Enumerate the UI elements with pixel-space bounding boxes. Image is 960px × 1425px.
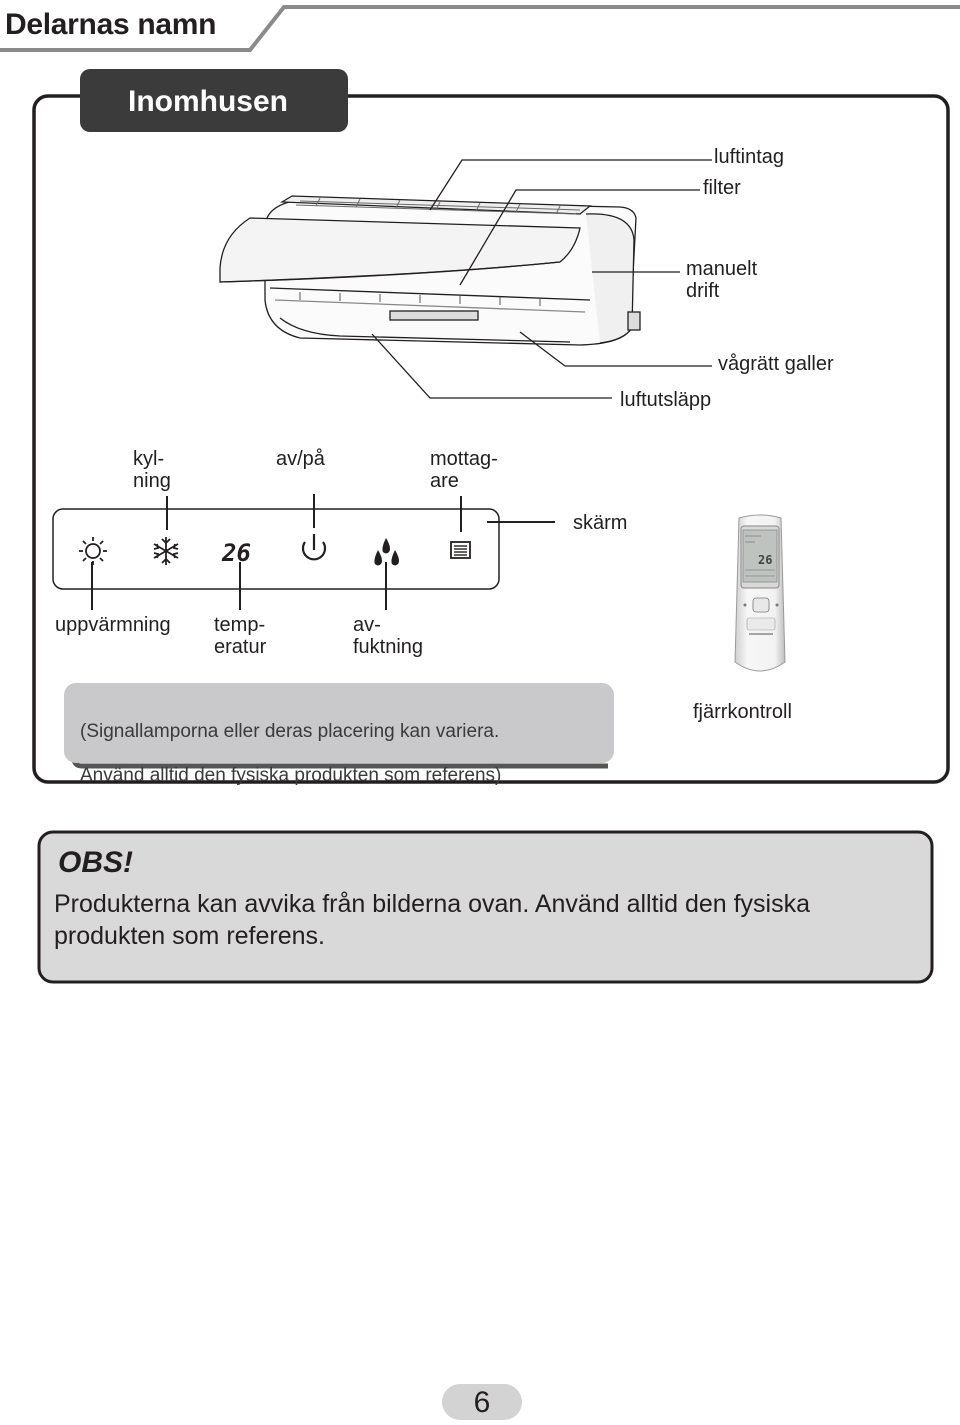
remote-screen-digits: 26 <box>758 553 773 567</box>
label-receiver-line1: mottag- <box>430 448 498 470</box>
label-cooling-line1: kyl- <box>133 448 165 470</box>
label-heating: uppvärmning <box>55 614 171 636</box>
note-line1: (Signallamporna eller deras placering kan variera. <box>80 721 500 742</box>
label-air-intake: luftintag <box>714 146 785 168</box>
label-manual-operation-line2: drift <box>686 280 720 302</box>
note-line2: Använd alltid den fysiska produkten som referens) <box>80 765 502 786</box>
label-cooling <box>133 448 171 492</box>
label-temperature <box>214 614 266 658</box>
obs-text: Produkterna kan avvika från bilderna ovan. Använd alltid den fysiska produkten som referens. <box>54 890 811 950</box>
label-dehumidifying <box>353 614 423 658</box>
label-temperature-line1: temp- <box>214 614 266 636</box>
remote-control-illustration <box>725 512 795 687</box>
note-text <box>80 699 501 809</box>
page-number: 6 <box>442 1384 522 1420</box>
obs-title: OBS! <box>58 846 133 879</box>
label-dehumidifying-line1: av- <box>353 614 381 636</box>
label-air-outlet: luftutsläpp <box>620 389 712 411</box>
label-manual-operation-line1: manuelt <box>686 258 758 280</box>
display-panel <box>0 490 640 620</box>
section-heading: Delarnas namn <box>5 8 217 41</box>
label-temperature-line2: eratur <box>214 636 267 658</box>
label-horizontal-louver: vågrätt galler <box>718 353 834 375</box>
label-on-off: av/på <box>276 448 325 470</box>
label-receiver-line2: are <box>430 470 459 492</box>
section-tab-indoor-unit: Inomhusen <box>80 69 348 132</box>
label-dehumidifying-line2: fuktning <box>353 636 424 658</box>
receiver-icon <box>451 542 470 558</box>
label-remote-control: fjärrkontroll <box>693 701 792 723</box>
label-cooling-line2: ning <box>133 470 171 492</box>
label-filter: filter <box>703 177 741 199</box>
label-manual-operation <box>686 258 757 302</box>
temperature-display: 26 <box>222 539 251 567</box>
label-receiver <box>430 448 498 492</box>
label-display: skärm <box>573 512 628 534</box>
